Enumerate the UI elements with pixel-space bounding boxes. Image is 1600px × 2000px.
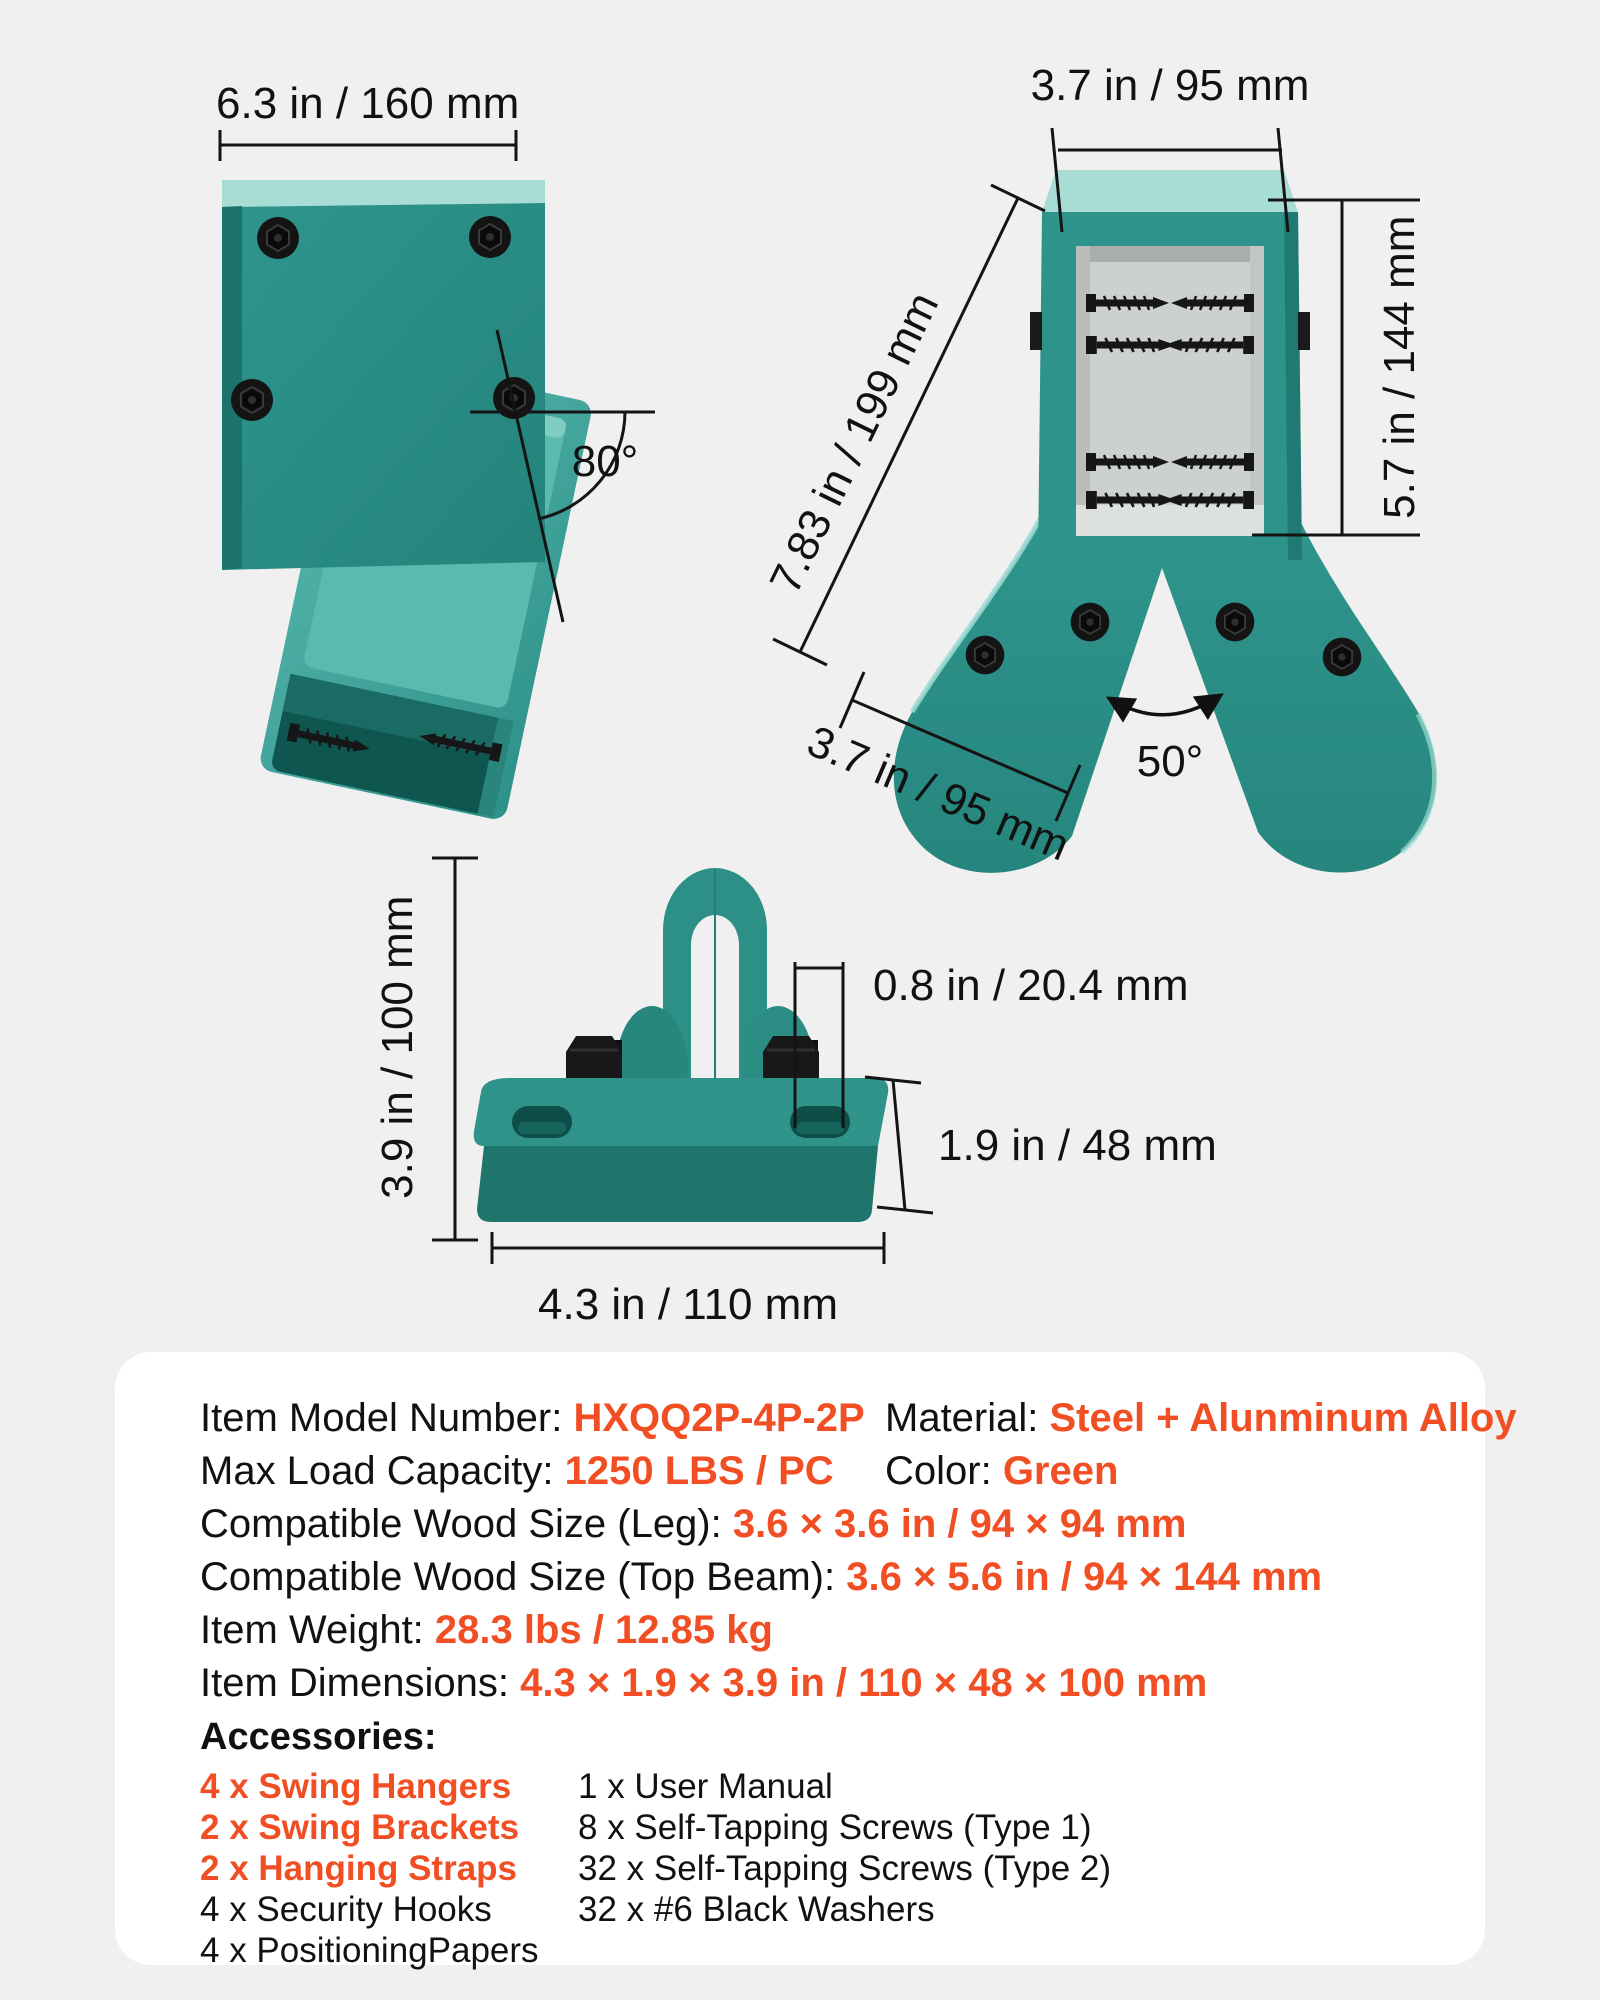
spec-row-wood-beam bbox=[200, 1551, 1440, 1604]
spec-row-load bbox=[200, 1445, 1440, 1498]
spec-label: Max Load Capacity: bbox=[200, 1449, 565, 1493]
spec-label: Item Model Number: bbox=[200, 1396, 574, 1440]
accessories-title: Accessories: bbox=[200, 1716, 437, 1758]
corner-bracket-width-label: 6.3 in / 160 mm bbox=[216, 79, 520, 128]
hanger-base-plate bbox=[474, 1078, 889, 1222]
spec-value: 28.3 lbs / 12.85 kg bbox=[434, 1608, 773, 1652]
hanger-height-label: 3.9 in / 100 mm bbox=[372, 895, 422, 1199]
spec-value: 4.3 × 1.9 × 3.9 in / 110 × 48 × 100 mm bbox=[520, 1661, 1208, 1705]
beam-collar bbox=[1030, 170, 1310, 560]
spec-label: Material: bbox=[885, 1396, 1050, 1440]
hanger-slot-label: 0.8 in / 20.4 mm bbox=[873, 961, 1189, 1010]
bracket-plate bbox=[222, 180, 545, 570]
accessory-item: 2 x Swing Brackets bbox=[200, 1808, 520, 1847]
spec-label: Compatible Wood Size (Top Beam): bbox=[200, 1555, 847, 1599]
spec-row-wood-leg bbox=[200, 1498, 1440, 1551]
spec-row-weight bbox=[200, 1604, 1440, 1657]
spec-value: 3.6 × 3.6 in / 94 × 94 mm bbox=[732, 1502, 1187, 1546]
accessory-item: 32 x #6 Black Washers bbox=[578, 1890, 935, 1929]
accessories-left-column bbox=[200, 1766, 539, 1971]
spec-label: Item Weight: bbox=[200, 1608, 435, 1652]
a-frame-diagonal-label: 7.83 in / 199 mm bbox=[760, 284, 949, 601]
spec-value: HXQQ2P-4P-2P bbox=[573, 1396, 865, 1440]
spec-label: Compatible Wood Size (Leg): bbox=[200, 1502, 733, 1546]
accessory-item: 8 x Self-Tapping Screws (Type 1) bbox=[578, 1808, 1092, 1847]
a-frame-side-height-label: 5.7 in / 144 mm bbox=[1374, 215, 1424, 519]
accessories-right-column bbox=[578, 1766, 1111, 1930]
accessory-item: 4 x Security Hooks bbox=[200, 1890, 492, 1929]
accessory-item: 4 x Swing Hangers bbox=[200, 1767, 512, 1806]
a-frame-angle-label: 50° bbox=[1136, 737, 1204, 786]
spec-row-model bbox=[200, 1392, 1517, 1445]
a-frame-top-width-label: 3.7 in / 95 mm bbox=[1030, 61, 1310, 110]
swing-hanger-figure bbox=[432, 858, 933, 1264]
angle-annotation-50 bbox=[1112, 697, 1218, 715]
hanger-width-label: 4.3 in / 110 mm bbox=[538, 1280, 838, 1329]
spec-value: Green bbox=[1002, 1449, 1119, 1493]
spec-row-dimensions bbox=[200, 1657, 1440, 1710]
a-frame-leg-width-label: 3.7 in / 95 mm bbox=[800, 716, 1077, 871]
spec-value: Steel + Alunminum Alloy bbox=[1049, 1396, 1517, 1440]
accessory-item: 2 x Hanging Straps bbox=[200, 1849, 518, 1888]
accessory-item: 1 x User Manual bbox=[578, 1767, 833, 1806]
spec-value: 3.6 × 5.6 in / 94 × 144 mm bbox=[846, 1555, 1323, 1599]
accessory-item: 32 x Self-Tapping Screws (Type 2) bbox=[578, 1849, 1112, 1888]
spec-list bbox=[200, 1392, 1517, 1710]
hanger-depth-label: 1.9 in / 48 mm bbox=[938, 1121, 1217, 1170]
accessory-item: 4 x PositioningPapers bbox=[200, 1931, 539, 1970]
spec-label: Color: bbox=[885, 1449, 1003, 1493]
width-dimension-line bbox=[220, 130, 516, 161]
spec-value: 1250 LBS / PC bbox=[564, 1449, 834, 1493]
corner-bracket-angle-label: 80° bbox=[571, 437, 639, 486]
spec-label: Item Dimensions: bbox=[200, 1661, 521, 1705]
